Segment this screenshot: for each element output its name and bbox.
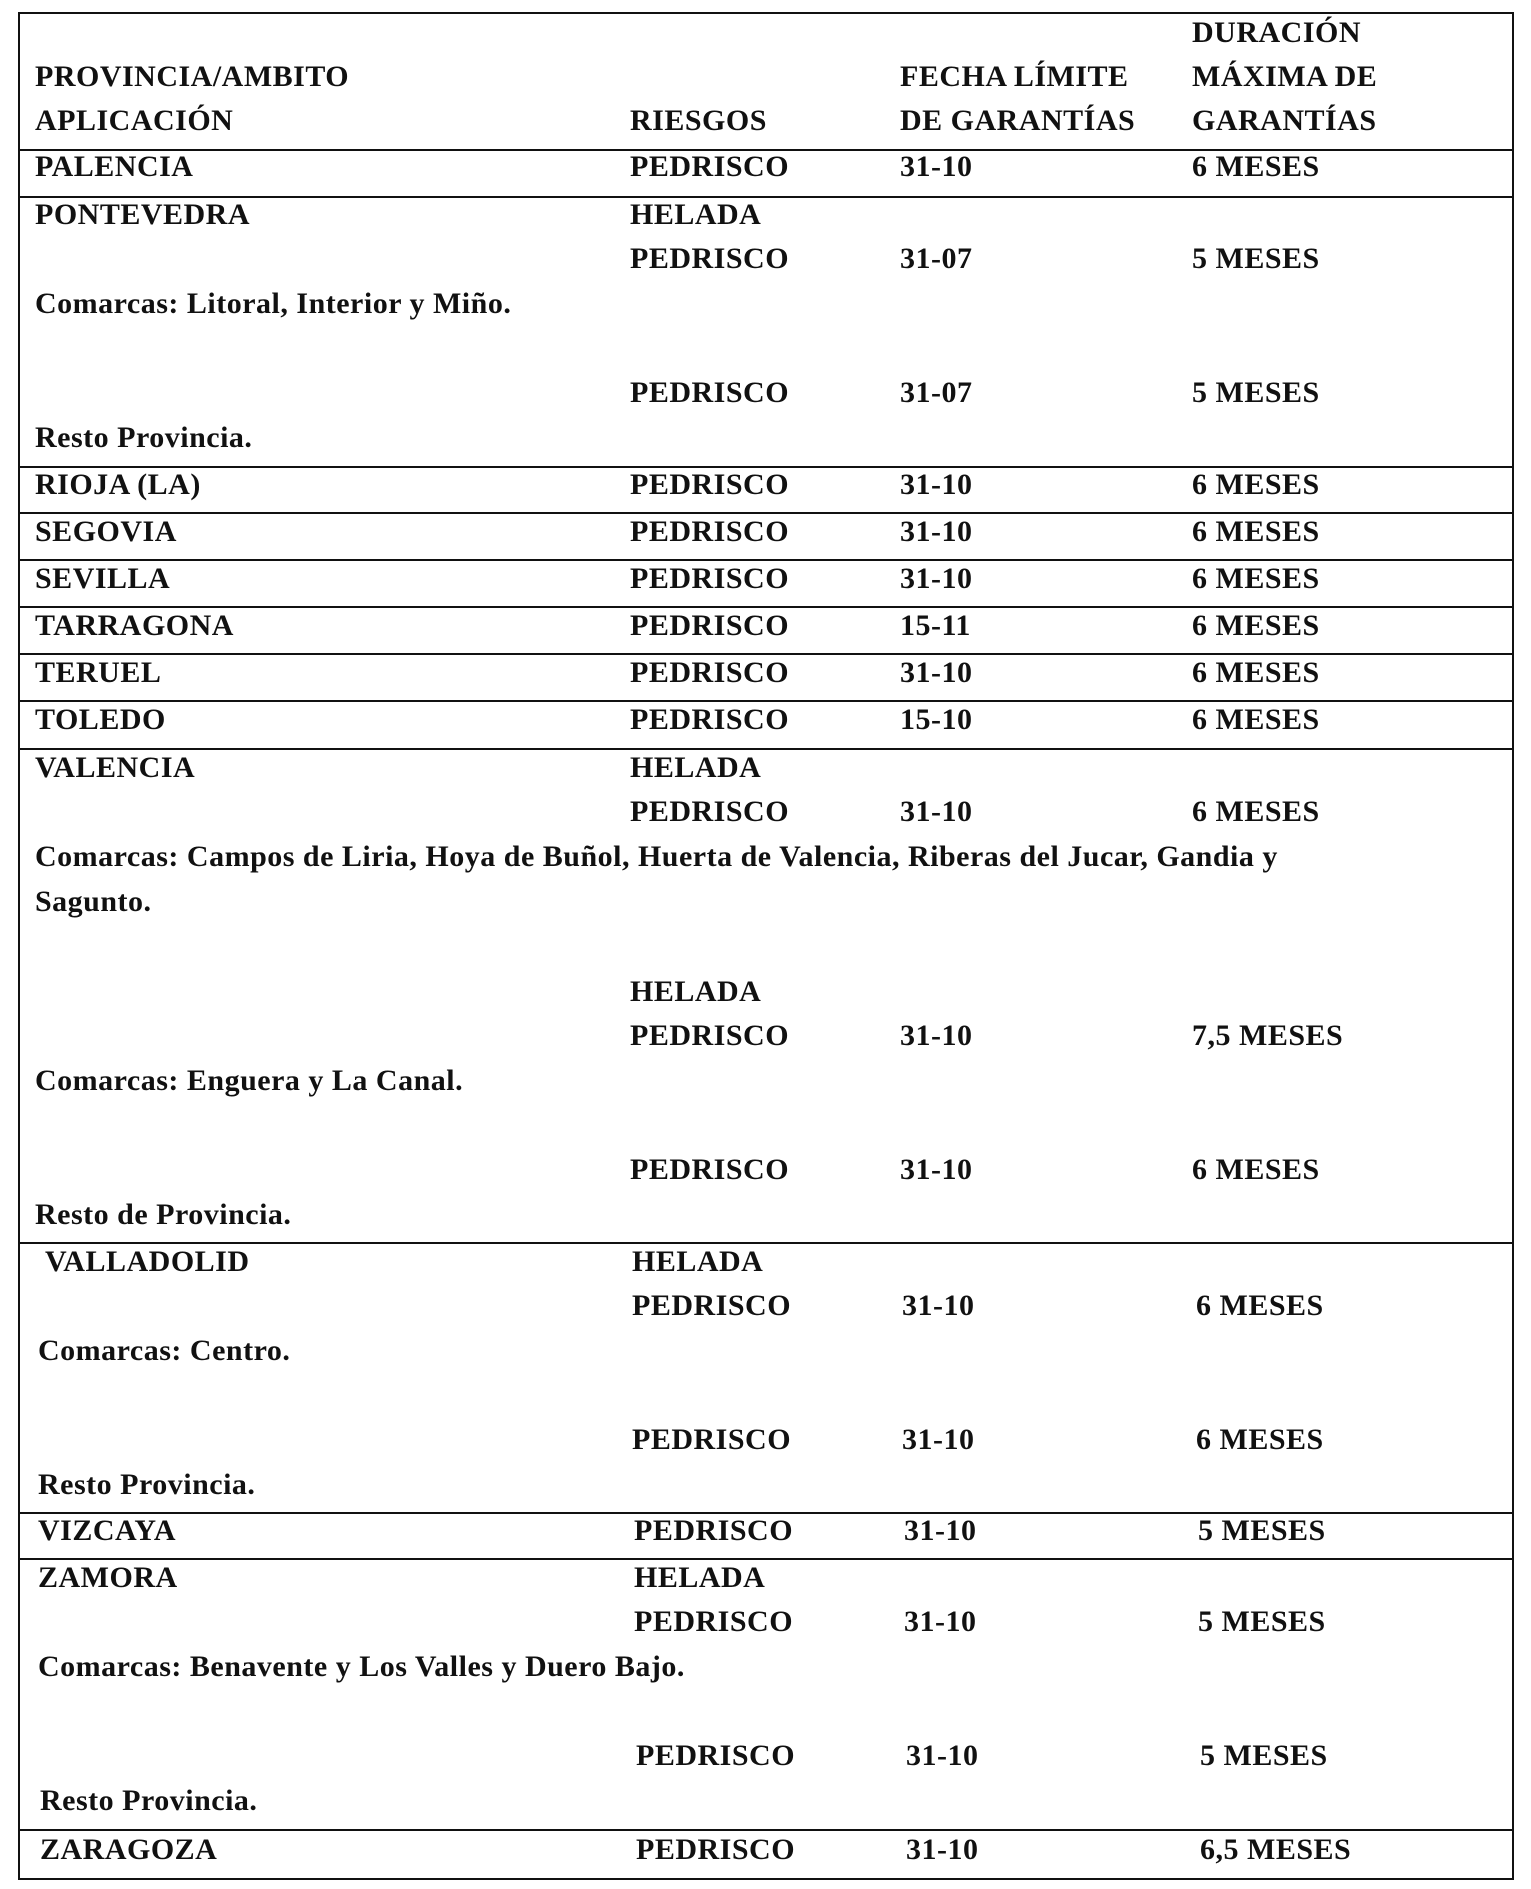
fecha-cell: 31-10 (900, 150, 973, 183)
riesgo-cell: PEDRISCO (634, 1605, 794, 1638)
fecha-cell: 31-10 (900, 1019, 973, 1052)
duracion-cell: 5 MESES (1200, 1739, 1328, 1772)
ambito-note: Comarcas: Campos de Liria, Hoya de Buñol, Huerta de Valencia, Riberas del Jucar, Gandia y (35, 840, 1278, 873)
riesgo-cell: PEDRISCO (634, 1514, 794, 1547)
duracion-cell: 6 MESES (1192, 150, 1320, 183)
fecha-cell: 15-11 (900, 609, 971, 642)
provincia-name: TOLEDO (35, 703, 166, 736)
riesgo-cell: PEDRISCO (630, 656, 790, 689)
riesgo-cell: HELADA (634, 1561, 766, 1594)
row-divider (18, 700, 1512, 702)
fecha-cell: 31-07 (900, 242, 973, 275)
duracion-cell: 6 MESES (1192, 468, 1320, 501)
riesgo-cell: PEDRISCO (630, 795, 790, 828)
duracion-cell: 6 MESES (1192, 609, 1320, 642)
provincia-name: SEGOVIA (35, 515, 177, 548)
header-riesgos: RIESGOS (630, 104, 767, 137)
ambito-note: Comarcas: Enguera y La Canal. (35, 1064, 464, 1097)
row-divider (18, 606, 1512, 608)
fecha-cell: 31-10 (902, 1423, 975, 1456)
riesgo-cell: PEDRISCO (636, 1833, 796, 1866)
duracion-cell: 6 MESES (1192, 562, 1320, 595)
riesgo-cell: PEDRISCO (636, 1739, 796, 1772)
row-divider (18, 1558, 1512, 1560)
fecha-cell: 15-10 (900, 703, 973, 736)
duracion-cell: 6 MESES (1196, 1289, 1324, 1322)
table-right-border (1512, 12, 1514, 1880)
riesgo-cell: HELADA (630, 751, 762, 784)
provincia-name: VALENCIA (35, 751, 196, 784)
provincia-name: ZARAGOZA (40, 1833, 218, 1866)
duracion-cell: 6,5 MESES (1200, 1833, 1352, 1866)
riesgo-cell: PEDRISCO (630, 1019, 790, 1052)
header-provincia-line1: PROVINCIA/AMBITO (35, 60, 350, 93)
provincia-name: TERUEL (35, 656, 162, 689)
provincia-name: PONTEVEDRA (35, 198, 251, 231)
riesgo-cell: PEDRISCO (630, 562, 790, 595)
provincia-name: VIZCAYA (38, 1514, 177, 1547)
fecha-cell: 31-10 (900, 1153, 973, 1186)
duracion-cell: 6 MESES (1192, 515, 1320, 548)
provincia-name: ZAMORA (38, 1561, 178, 1594)
fecha-cell: 31-10 (906, 1739, 979, 1772)
row-divider (18, 653, 1512, 655)
riesgo-cell: PEDRISCO (630, 703, 790, 736)
duracion-cell: 6 MESES (1192, 795, 1320, 828)
ambito-note: Comarcas: Litoral, Interior y Miño. (35, 287, 512, 320)
ambito-note: Resto Provincia. (38, 1468, 256, 1501)
row-divider (18, 1242, 1512, 1244)
duracion-cell: 5 MESES (1198, 1514, 1326, 1547)
provincia-name: PALENCIA (35, 150, 194, 183)
riesgo-cell: PEDRISCO (630, 150, 790, 183)
row-divider (18, 748, 1512, 750)
table-left-border (18, 12, 20, 1880)
fecha-cell: 31-10 (904, 1605, 977, 1638)
riesgo-cell: PEDRISCO (630, 515, 790, 548)
ambito-note: Resto Provincia. (35, 421, 253, 454)
ambito-note: Comarcas: Centro. (38, 1334, 291, 1367)
duracion-cell: 5 MESES (1198, 1605, 1326, 1638)
header-duracion-line3: GARANTÍAS (1192, 104, 1377, 137)
provincia-name: TARRAGONA (35, 609, 234, 642)
ambito-note: Comarcas: Benavente y Los Valles y Duero Bajo. (38, 1650, 685, 1683)
fecha-cell: 31-10 (900, 515, 973, 548)
riesgo-cell: PEDRISCO (630, 468, 790, 501)
fecha-cell: 31-10 (900, 795, 973, 828)
duracion-cell: 5 MESES (1192, 242, 1320, 275)
header-duracion-line1: DURACIÓN (1192, 16, 1361, 49)
riesgo-cell: PEDRISCO (632, 1289, 792, 1322)
provincia-name: VALLADOLID (45, 1245, 250, 1278)
table-bottom-border (18, 1878, 1512, 1880)
row-divider (18, 1829, 1512, 1831)
fecha-cell: 31-10 (902, 1289, 975, 1322)
duracion-cell: 7,5 MESES (1192, 1019, 1344, 1052)
riesgo-cell: HELADA (630, 975, 762, 1008)
fecha-cell: 31-10 (900, 656, 973, 689)
riesgo-cell: PEDRISCO (630, 1153, 790, 1186)
header-duracion-line2: MÁXIMA DE (1192, 60, 1378, 93)
provincia-name: RIOJA (LA) (35, 468, 201, 501)
riesgo-cell: PEDRISCO (630, 242, 790, 275)
duracion-cell: 6 MESES (1192, 656, 1320, 689)
row-divider (18, 512, 1512, 514)
header-provincia-line2: APLICACIÓN (35, 104, 234, 137)
duracion-cell: 6 MESES (1196, 1423, 1324, 1456)
ambito-note: Resto Provincia. (40, 1784, 258, 1817)
header-fecha-line1: FECHA LÍMITE (900, 60, 1129, 93)
duracion-cell: 5 MESES (1192, 376, 1320, 409)
ambito-note: Resto de Provincia. (35, 1198, 292, 1231)
duracion-cell: 6 MESES (1192, 1153, 1320, 1186)
duracion-cell: 6 MESES (1192, 703, 1320, 736)
riesgo-cell: PEDRISCO (632, 1423, 792, 1456)
fecha-cell: 31-10 (906, 1833, 979, 1866)
table-top-border (18, 12, 1512, 14)
fecha-cell: 31-10 (904, 1514, 977, 1547)
fecha-cell: 31-10 (900, 562, 973, 595)
header-fecha-line2: DE GARANTÍAS (900, 104, 1136, 137)
row-divider (18, 559, 1512, 561)
riesgo-cell: HELADA (630, 198, 762, 231)
riesgo-cell: PEDRISCO (630, 609, 790, 642)
fecha-cell: 31-10 (900, 468, 973, 501)
provincia-name: SEVILLA (35, 562, 171, 595)
riesgo-cell: PEDRISCO (630, 376, 790, 409)
ambito-note: Sagunto. (35, 885, 152, 918)
riesgo-cell: HELADA (632, 1245, 764, 1278)
fecha-cell: 31-07 (900, 376, 973, 409)
